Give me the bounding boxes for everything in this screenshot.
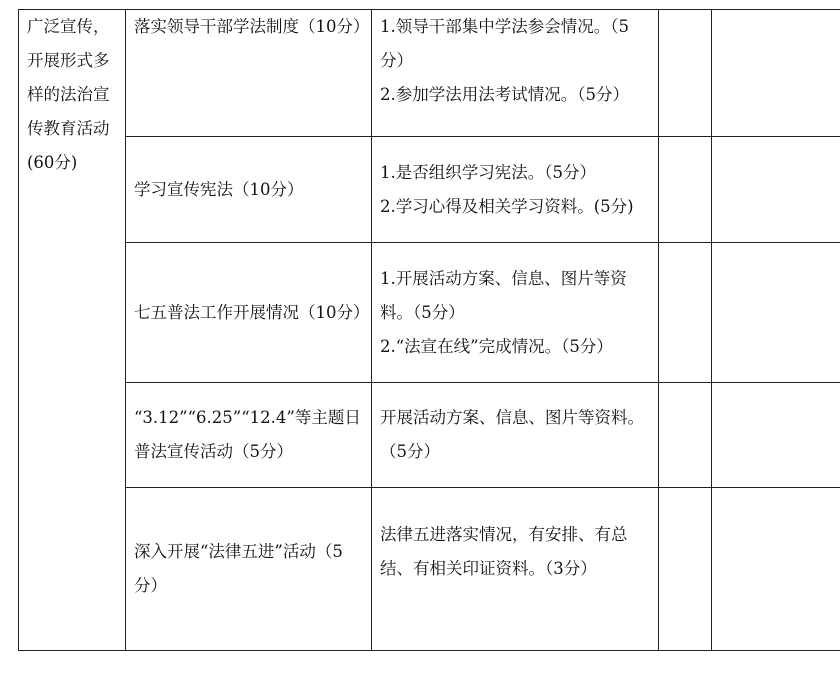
empty-cell: [712, 137, 840, 243]
empty-cell: [712, 243, 840, 383]
criteria-cell: [372, 488, 659, 651]
item-cell: [126, 383, 372, 488]
empty-cell: [659, 383, 712, 488]
criteria-line: 1.开展活动方案、信息、图片等资料。（5分）: [380, 268, 627, 322]
item-text: 七五普法工作开展情况（10分）: [134, 302, 370, 322]
category-cell: [19, 10, 126, 651]
item-text: 深入开展“法律五进”活动（5分）: [134, 542, 343, 595]
item-cell: [126, 10, 372, 137]
item-cell: [126, 488, 372, 651]
empty-cell: [712, 383, 840, 488]
item-text: 落实领导干部学法制度（10分）: [134, 17, 370, 36]
table-row: [19, 488, 840, 651]
criteria-line: 2.学习心得及相关学习资料。(5分): [380, 196, 634, 216]
empty-cell: [659, 137, 712, 243]
item-cell: [126, 243, 372, 383]
criteria-line: 1.是否组织学习宪法。（5分）: [380, 162, 596, 182]
assessment-table: [18, 9, 840, 651]
criteria-line: 1.领导干部集中学法参会情况。（5分）: [380, 17, 629, 70]
table-row: [19, 10, 840, 137]
item-cell: [126, 137, 372, 243]
criteria-line: 2.参加学法用法考试情况。（5分）: [380, 85, 629, 104]
empty-cell: [712, 10, 840, 137]
empty-cell: [659, 488, 712, 651]
criteria-line: 法律五进落实情况，有安排、有总结、有相关印证资料。（3分）: [380, 525, 628, 578]
item-text: “3.12”“6.25”“12.4”等主题日普法宣传活动（5分）: [134, 408, 361, 461]
empty-cell: [712, 488, 840, 651]
criteria-cell: [372, 137, 659, 243]
table-row: [19, 137, 840, 243]
empty-cell: [659, 10, 712, 137]
table-row: [19, 243, 840, 383]
criteria-cell: [372, 383, 659, 488]
criteria-cell: [372, 243, 659, 383]
item-text: 学习宣传宪法（10分）: [134, 179, 304, 199]
empty-cell: [659, 243, 712, 383]
criteria-line: 2.“法宣在线”完成情况。（5分）: [380, 336, 613, 356]
table-row: [19, 383, 840, 488]
criteria-line: 开展活动方案、信息、图片等资料。（5分）: [380, 408, 644, 461]
criteria-cell: [372, 10, 659, 137]
category-text: 广泛宣传，开展形式多样的法治宣传教育活动(60分): [27, 17, 110, 172]
